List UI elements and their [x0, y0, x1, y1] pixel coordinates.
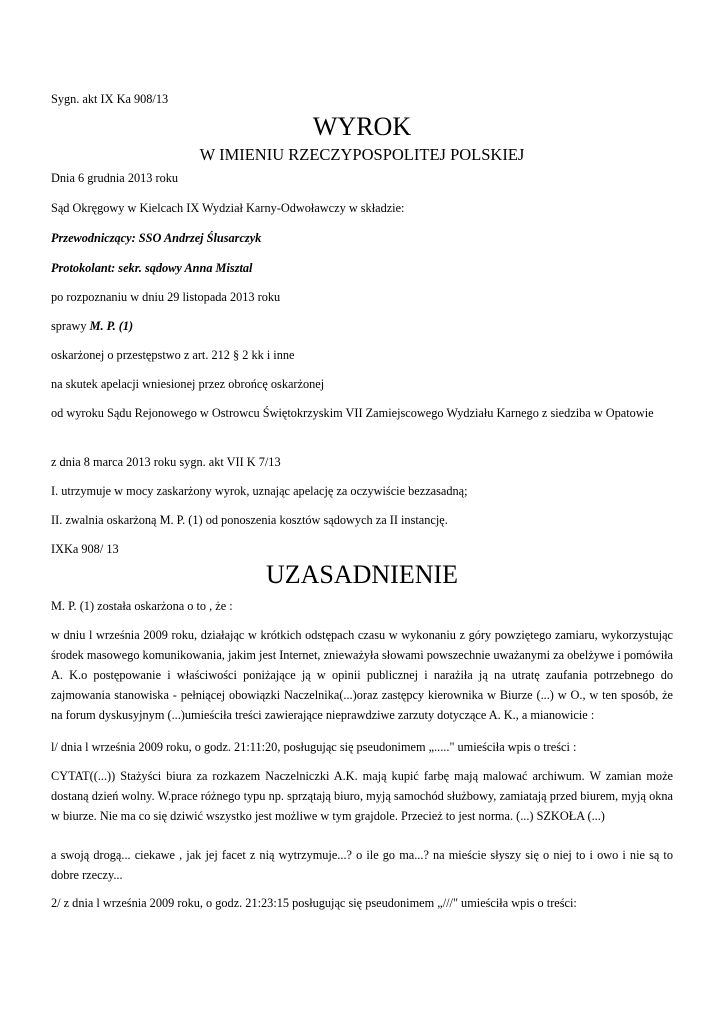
accusation-intro: M. P. (1) została oskarżona o to , że : [51, 599, 233, 613]
case-line [51, 316, 673, 336]
verdict-point-1: I. utrzymuje w mocy zaskarżony wyrok, uznając apelację za oczywiście bezzasadną; [51, 484, 468, 498]
accusation-item-1: l/ dnia l września 2009 roku, o godz. 21:11:20, posługując się pseudonimem „....." umieściła wpis o treści : [51, 740, 577, 754]
accusation-paragraph: w dniu l września 2009 roku, działając w krótkich odstępach czasu w wykonaniu z góry powziętego zamiaru, wykorzystując środek masowego komunikowania, jakim jest Internet, znieważyła słowami powszechnie uważanymi za obelżywe i pomówiła A. K.o postępowanie i właściwości poniżające ją w opinii publicznej i narażiła ją na utratę zaufania potrzebnego do zajmowania stanowiska - pełniącej obowiązki Naczelnika(...)oraz zastępcy kierownika w Biurze (...) w O., w ten sposób, że na forum dyskusyjnym (...)umieściła treści zawierające nieprawdziwe zarzuty dotyczące A. K., a mianowicie : [51, 628, 673, 722]
quoted-post-1: CYTAT((...)) Stażyści biura za rozkazem Naczelniczki A.K. mają kupić farbę mają malować archiwum. W zamian może dostaną dzień wolny. W.prace różnego typu np. sprzątają biuro, myją samochód służbowy, zamiatają przed biurem, myją okna w biurze. Nie ma co się dziwić wszystko jest możliwe w tym grajdole. Przecież to jest norma. (...) SZKOŁA (...) [51, 769, 673, 823]
verdict-point-2: II. zwalnia oskarżoną M. P. (1) od ponoszenia kosztów sądowych za II instancję. [51, 513, 448, 527]
case-prefix: sprawy [51, 319, 90, 333]
hearing-date: po rozpoznaniu w dniu 29 listopada 2013 roku [51, 290, 281, 304]
document-subtitle: W IMIENIU RZECZYPOSPOLITEJ POLSKIEJ [199, 145, 525, 164]
reference-number: IXKa 908/ 13 [51, 542, 119, 556]
accusation-item-2: 2/ z dnia l września 2009 roku, o godz. 21:23:15 posługując się pseudonimem „///" umieściła wpis o treści: [51, 896, 577, 910]
justification-title: UZASADNIENIE [265, 560, 459, 589]
appeal-line: na skutek apelacji wniesionej przez obrońcę oskarżonej [51, 377, 325, 391]
judgment-date: Dnia 6 grudnia 2013 roku [51, 171, 179, 185]
presiding-judge: Przewodniczący: SSO Andrzej Ślusarczyk [51, 231, 262, 245]
case-signature: Sygn. akt IX Ka 908/13 [51, 92, 169, 106]
document-title: WYROK [312, 112, 412, 141]
lower-court-judgment: od wyroku Sądu Rejonowego w Ostrowcu Świętokrzyskim VII Zamiejscowego Wydziału Karnego z siedziba w Opatowie [51, 406, 654, 420]
court-clerk: Protokolant: sekr. sądowy Anna Misztal [51, 261, 253, 275]
lower-judgment-date: z dnia 8 marca 2013 roku sygn. akt VII K 7/13 [51, 455, 281, 469]
charge-line: oskarżonej o przestępstwo z art. 212 § 2 kk i inne [51, 348, 295, 362]
court-composition: Sąd Okręgowy w Kielcach IX Wydział Karny-Odwoławczy w składzie: [51, 201, 405, 215]
defendant-name: M. P. (1) [89, 319, 134, 333]
quoted-post-2: a swoją drogą... ciekawe , jak jej facet z nią wytrzymuje...? o ile go ma...? na mieście słyszy się o niej to i owo i nie są to dobre rzeczy... [51, 848, 673, 882]
